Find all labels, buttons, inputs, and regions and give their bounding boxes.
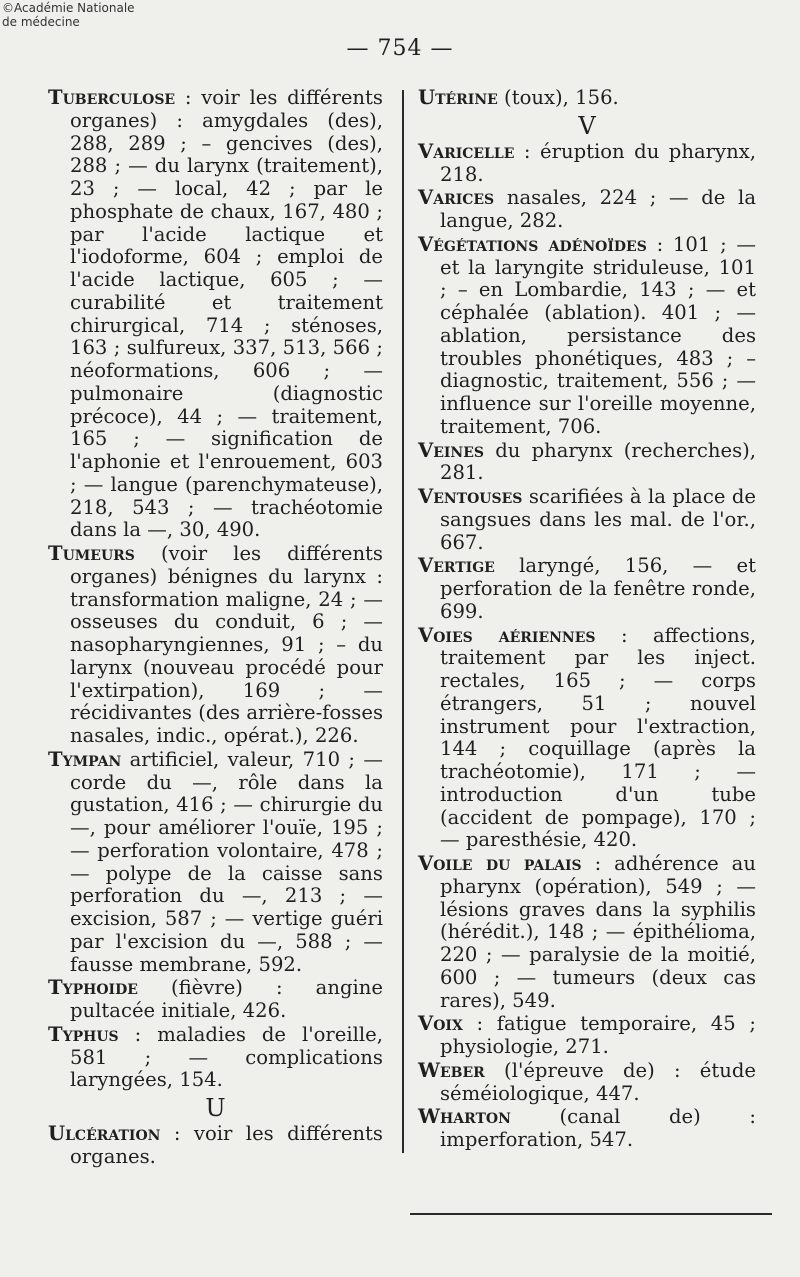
entry-headword: Ventouses <box>418 485 523 508</box>
entry-headword: Typhus <box>48 1022 119 1046</box>
index-entry <box>418 555 756 623</box>
index-column-right <box>418 87 756 1153</box>
index-entry <box>48 543 383 748</box>
index-entry <box>418 1106 756 1152</box>
entry-text: : 101 ; — et la laryngite striduleuse, 101 ; – en Lombardie, 143 ; — et céphalée (ablation). 401 ; — ablation, persistance des troubles phonétiques, 483 ; – diagnostic, traitement, 556 ; — influence sur l'oreille moyenne, traitement, 706. <box>440 232 757 438</box>
entry-text: artificiel, valeur, 710 ; — corde du —, rôle dans la gustation, 416 ; — chirurgie du —, pour améliorer l'ouïe, 195 ; — perforation volontaire, 478 ; — polype de la caisse sans perforation du —, 213 ; — excision, 587 ; — vertige guéri par l'excision du —, 588 ; — fausse membrane, 592. <box>70 747 383 976</box>
entry-headword: Tympan <box>48 747 122 771</box>
entry-headword: Typhoide <box>48 976 138 1000</box>
index-entry <box>418 1060 756 1106</box>
entry-text: (l'épreuve de) : étude séméiologique, 447. <box>440 1058 756 1105</box>
entry-text: : voir les différents organes. <box>70 1122 383 1168</box>
entry-headword: Tuberculose <box>48 86 176 109</box>
entry-headword: Tumeurs <box>48 542 135 565</box>
entry-headword: Voies aériennes <box>418 623 596 647</box>
end-rule <box>410 1213 772 1215</box>
index-entry <box>418 625 756 853</box>
entry-headword: Wharton <box>418 1105 511 1129</box>
entry-text: (fièvre) : angine pultacée initiale, 426. <box>70 976 383 1022</box>
entry-text: : fatigue temporaire, 45 ; physiologie, 271. <box>440 1012 756 1058</box>
index-entry <box>418 141 756 187</box>
entry-headword: Veines <box>418 438 485 462</box>
section-letter: V <box>578 111 596 140</box>
column-divider <box>402 90 404 1153</box>
index-entry <box>48 1024 383 1092</box>
entry-text: : éruption du pharynx, 218. <box>440 139 756 186</box>
entry-headword: Utérine <box>418 86 498 109</box>
entry-headword: Voile du palais <box>418 852 582 875</box>
entry-text: : affections, traitement par les inject. rectales, 165 ; — corps étrangers, 51 ; nouvel instrument pour l'extraction, 144 ; coquillage (après la trachéotomie), 171 ; — introduction d'un tube (accident de pompage), 170 ; — paresthésie, 420. <box>440 623 756 852</box>
entry-text: (toux), 156. <box>497 86 619 109</box>
index-entry <box>48 1123 383 1169</box>
section-letter: U <box>205 1094 226 1122</box>
index-entry <box>418 440 756 486</box>
index-entry <box>48 749 383 977</box>
entry-text: scarifiées à la place de sangsues dans les mal. de l'or., 667. <box>440 485 756 554</box>
entry-headword: Varicelle <box>418 139 515 163</box>
index-entry <box>418 187 756 233</box>
entry-text: laryngé, 156, — et perforation de la fenêtre ronde, 699. <box>440 554 756 623</box>
entry-text: (voir les différents organes) bénignes du larynx : transformation maligne, 24 ; — osseuses du conduit, 6 ; — nasopharyngiennes, 91 ; – du larynx (nouveau procédé pour l'extirpation), 169 ; — récidivantes (des arrière-fosses nasales, indic., opérat.), 226. <box>70 542 383 747</box>
entry-text: du pharynx (recherches), 281. <box>440 438 756 485</box>
entry-headword: Voix <box>418 1012 463 1036</box>
entry-headword: Végétations adénoïdes <box>418 232 647 256</box>
index-entry <box>48 977 383 1023</box>
page-number: — 754 — <box>346 36 454 61</box>
entry-text: nasales, 224 ; — de la langue, 282. <box>440 186 756 232</box>
entry-headword: Ulcération <box>48 1122 161 1145</box>
entry-text: : voir les différents organes) : amygdales (des), 288, 289 ; – gencives (des), 288 ; — du larynx (traitement), 23 ; — local, 42 ; par le phosphate de chaux, 167, 480 ; par l'acide lactique et l'iodoforme, 604 ; emploi de l'acide lactique, 605 ; — curabilité et traitement chirurgical, 714 ; sténoses, 163 ; sulfureux, 337, 513, 566 ; néoformations, 606 ; — pulmonaire (diagnostic précoce), 44 ; — traitement, 165 ; — signification de l'aphonie et l'enrouement, 603 ; — langue (parenchymateuse), 218, 543 ; — trachéotomie dans la —, 30, 490. <box>70 86 383 542</box>
entry-text: : adhérence au pharynx (opération), 549 ; — lésions graves dans la syphilis (hérédit.), 148 ; — épithélioma, 220 ; — paralysie de la moitié, 600 ; — tumeurs (deux cas rares), 549. <box>440 852 756 1012</box>
entry-text: : maladies de l'oreille, 581 ; — complications laryngées, 154. <box>70 1022 383 1092</box>
index-entry <box>418 1013 756 1059</box>
watermark: ©Académie Nationale de médecine <box>2 1 135 29</box>
index-column-left <box>48 87 383 1170</box>
entry-headword: Weber <box>418 1058 485 1082</box>
entry-headword: Vertige <box>418 554 495 578</box>
index-entry <box>418 853 756 1012</box>
index-entry <box>48 87 383 542</box>
index-entry <box>418 486 756 554</box>
index-entry <box>418 87 756 110</box>
entry-headword: Varices <box>418 186 495 210</box>
index-entry <box>418 234 756 439</box>
entry-text: (canal de) : imperforation, 547. <box>440 1105 756 1151</box>
